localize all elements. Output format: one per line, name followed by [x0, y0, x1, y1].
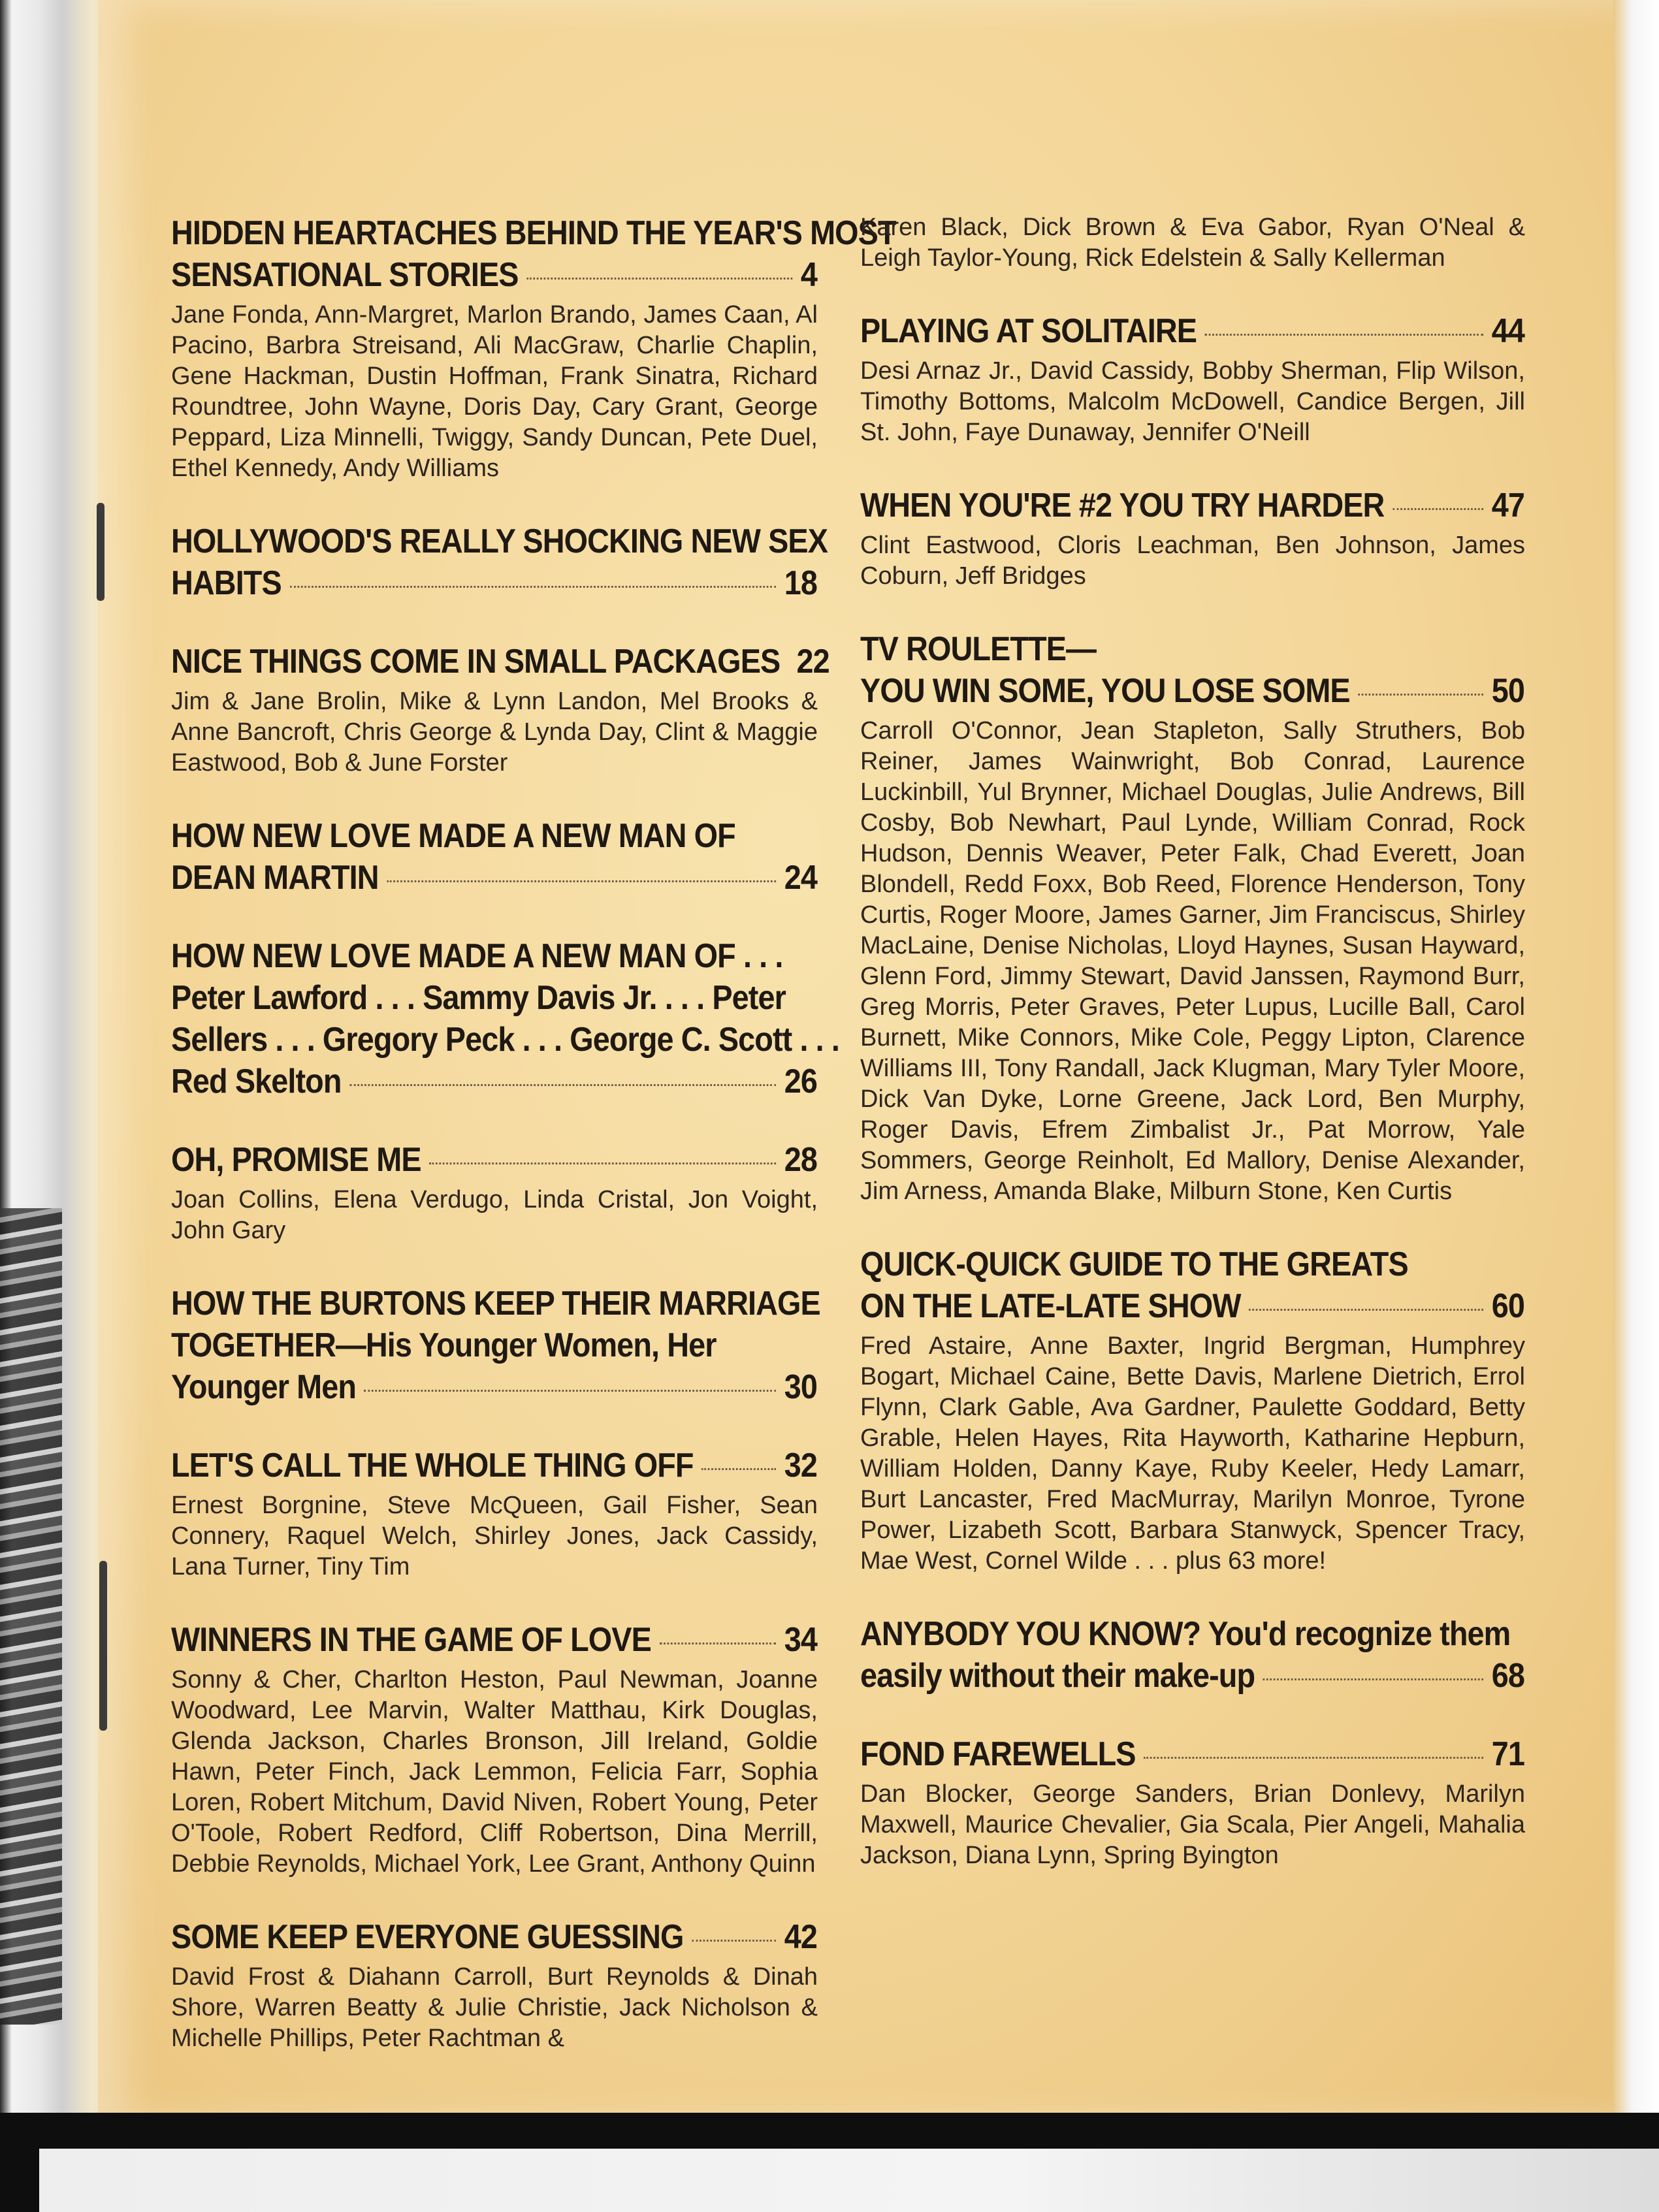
contents-entry: [171, 1916, 818, 2054]
star-names: Dan Blocker, George Sanders, Brian Donlevy, Marilyn Maxwell, Maurice Chevalier, Gia Scala, Pier Angeli, Mahalia Jackson, Diana Lynn, Spring Byington: [860, 1780, 1525, 1869]
entry-heading: [171, 1619, 817, 1661]
star-names: David Frost & Diahann Carroll, Burt Reynolds & Dinah Shore, Warren Beatty & Julie Christie, Jack Nicholson & Michelle Phillips, Peter Rachtman &: [171, 1963, 818, 2052]
heading-line: [860, 1733, 1524, 1775]
page-number: 32: [784, 1447, 818, 1484]
contents-entry: [171, 521, 828, 604]
staple-top: [97, 503, 105, 601]
star-names: Clint Eastwood, Cloris Leachman, Ben Johnson, James Coburn, Jeff Bridges: [860, 532, 1525, 590]
dot-leader: [1144, 1757, 1483, 1759]
dot-leader: [1358, 694, 1483, 696]
contents-entry: [860, 1733, 1525, 1871]
page-number: 60: [1491, 1287, 1524, 1325]
dot-leader: [429, 1162, 776, 1164]
heading-line: [171, 1445, 817, 1486]
dot-leader: [701, 1468, 776, 1470]
page-number: 42: [784, 1918, 818, 1956]
contents-entry: [860, 628, 1525, 1207]
dot-leader: [349, 1084, 776, 1086]
star-names: Sonny & Cher, Charlton Heston, Paul Newman, Joanne Woodward, Lee Marvin, Walter Matthau, Kirk Douglas, Glenda Jackson, Charles Bronson, Jill Ireland, Goldie Hawn, Peter Finch, Jack Lemmon, Felicia Farr, Sophia Loren, Robert Mitchum, David Niven, Robert Young, Peter O'Toole, Robert Redford, Cliff Robertson, Dina Merrill, Debbie Reynolds, Michael York, Lee Grant, Anthony Quinn: [171, 1666, 818, 1878]
heading-text: WINNERS IN THE GAME OF LOVE: [171, 1621, 651, 1659]
heading-text: FOND FAREWELLS: [860, 1735, 1136, 1773]
heading-text: easily without their make-up: [860, 1657, 1255, 1695]
contents-entry: [171, 641, 830, 778]
entry-heading: [171, 1139, 817, 1181]
heading-line: [171, 1139, 817, 1181]
star-names: Joan Collins, Elena Verdugo, Linda Cristal, Jon Voight, John Gary: [171, 1186, 818, 1244]
dot-leader: [387, 880, 776, 882]
heading-text: TOGETHER—His Younger Women, Her: [171, 1326, 717, 1364]
heading-line: [860, 628, 1524, 670]
page-number: 4: [800, 256, 818, 294]
heading-line: [171, 521, 828, 562]
page-number: 26: [784, 1063, 818, 1100]
heading-line: [171, 815, 817, 857]
entry-heading: [860, 1243, 1524, 1327]
star-names: Karen Black, Dick Brown & Eva Gabor, Ryan O'Neal & Leigh Taylor-Young, Rick Edelstein & Sally Kellerman: [860, 214, 1525, 272]
contents-entry: [860, 310, 1525, 448]
heading-line: [860, 1613, 1524, 1655]
dot-leader: [692, 1940, 776, 1942]
contents-entry: [171, 935, 839, 1102]
star-names: Carroll O'Connor, Jean Stapleton, Sally Struthers, Bob Reiner, James Wainwright, Bob Conrad, Laurence Luckinbill, Yul Brynner, Michael Douglas, Julie Andrews, Bill Cosby, Bob Newhart, Paul Lynde, William Conrad, Rock Hudson, Dennis Weaver, Peter Falk, Chad Everett, Joan Blondell, Redd Foxx, Bob Reed, Florence Henderson, Tony Curtis, Roger Moore, James Garner, Jim Franciscus, Shirley MacLaine, Denise Nicholas, Lloyd Haynes, Susan Hayward, Glenn Ford, Jimmy Stewart, David Janssen, Raymond Burr, Greg Morris, Peter Graves, Peter Lupus, Lucille Ball, Carol Burnett, Mike Connors, Mike Cole, Peggy Lipton, Clarence Williams III, Tony Randall, Jack Klugman, Mary Tyler Moore, Dick Van Dyke, Lorne Greene, Jack Lord, Ben Murphy, Roger Davis, Efrem Zimbalist Jr., Pat Morrow, Yale Sommers, George Reinholt, Ed Mallory, Denise Alexander, Jim Arness, Amanda Blake, Milburn Stone, Ken Curtis: [860, 717, 1525, 1205]
right-page-edge: [1613, 0, 1659, 2212]
dot-leader: [289, 586, 776, 588]
contents-entry: [860, 485, 1525, 592]
heading-text: PLAYING AT SOLITAIRE: [860, 312, 1197, 350]
dot-leader: [1393, 508, 1483, 510]
entry-heading: [171, 212, 896, 296]
heading-line: [171, 212, 896, 254]
star-names: Jane Fonda, Ann-Margret, Marlon Brando, James Caan, Al Pacino, Barbra Streisand, Ali MacGraw, Charlie Chaplin, Gene Hackman, Dustin Hoffman, Frank Sinatra, Richard Roundtree, John Wayne, Doris Day, Cary Grant, George Peppard, Liza Minnelli, Twiggy, Sandy Duncan, Pete Duel, Ethel Kennedy, Andy Williams: [171, 301, 818, 482]
star-names: Fred Astaire, Anne Baxter, Ingrid Bergman, Humphrey Bogart, Michael Caine, Bette Davis, Marlene Dietrich, Errol Flynn, Clark Gable, Ava Gardner, Paulette Goddard, Betty Grable, Helen Hayes, Rita Hayworth, Katharine Hepburn, William Holden, Danny Kaye, Ruby Keeler, Hedy Lamarr, Burt Lancaster, Fred MacMurray, Marilyn Monroe, Tyrone Power, Lizabeth Scott, Barbara Stanwyck, Spencer Tracy, Mae West, Cornel Wilde . . . plus 63 more!: [860, 1332, 1525, 1575]
entry-heading: [860, 310, 1524, 352]
contents-right-column: [860, 212, 1525, 1908]
heading-line: [860, 1243, 1524, 1285]
page-number: 22: [796, 643, 830, 681]
entry-heading: [860, 1733, 1524, 1775]
heading-line: [171, 641, 830, 682]
contents-entry: [171, 1445, 818, 1582]
heading-line: [171, 1283, 820, 1324]
page-number: 71: [1491, 1735, 1524, 1773]
contents-entry: [171, 815, 818, 899]
entry-heading: [860, 1613, 1524, 1697]
page-number: 50: [1491, 672, 1524, 710]
contents-entry: [171, 212, 896, 484]
dot-leader: [660, 1643, 777, 1644]
contents-entry: [860, 1613, 1525, 1697]
heading-line: [171, 562, 817, 604]
heading-text: Peter Lawford . . . Sammy Davis Jr. . . . Peter: [171, 979, 786, 1017]
entry-heading: [860, 628, 1524, 712]
heading-text: NICE THINGS COME IN SMALL PACKAGES: [171, 643, 781, 681]
entry-heading: [860, 485, 1524, 526]
bottom-background: [39, 2149, 1659, 2212]
heading-text: DEAN MARTIN: [171, 859, 379, 897]
heading-line: [860, 1285, 1524, 1327]
heading-line: [171, 935, 817, 977]
heading-line: [860, 1655, 1524, 1697]
dot-leader: [364, 1390, 777, 1392]
heading-text: YOU WIN SOME, YOU LOSE SOME: [860, 672, 1350, 710]
entry-heading: [171, 521, 828, 604]
entry-heading: [171, 1445, 817, 1486]
contents-entry: [860, 212, 1525, 274]
staple-bottom: [99, 1561, 107, 1731]
heading-line: [171, 254, 817, 296]
star-names: Jim & Jane Brolin, Mike & Lynn Landon, Mel Brooks & Anne Bancroft, Chris George & Lynda Day, Clint & Maggie Eastwood, Bob & June Forster: [171, 688, 818, 777]
heading-text: TV ROULETTE—: [860, 630, 1096, 668]
page-number: 34: [784, 1621, 818, 1659]
star-names: Ernest Borgnine, Steve McQueen, Gail Fisher, Sean Connery, Raquel Welch, Shirley Jones, Jack Cassidy, Lana Turner, Tiny Tim: [171, 1492, 818, 1580]
heading-text: ANYBODY YOU KNOW? You'd recognize them: [860, 1615, 1511, 1653]
dot-leader: [1205, 334, 1483, 336]
page-number: 28: [784, 1141, 818, 1179]
page-number: 30: [784, 1368, 818, 1406]
heading-text: HOW NEW LOVE MADE A NEW MAN OF: [171, 817, 735, 855]
dot-leader: [1249, 1309, 1483, 1311]
page-number: 24: [784, 859, 818, 897]
heading-text: HIDDEN HEARTACHES BEHIND THE YEAR'S MOST: [171, 214, 896, 252]
heading-text: OH, PROMISE ME: [171, 1141, 421, 1179]
heading-text: ON THE LATE-LATE SHOW: [860, 1287, 1241, 1325]
contents-entry: [171, 1139, 818, 1246]
heading-text: SOME KEEP EVERYONE GUESSING: [171, 1918, 684, 1956]
page-number: 47: [1491, 487, 1524, 524]
heading-text: HOLLYWOOD'S REALLY SHOCKING NEW SEX: [171, 522, 828, 560]
heading-line: [171, 1061, 817, 1102]
heading-text: SENSATIONAL STORIES: [171, 256, 519, 294]
adjacent-page-photo: [0, 1208, 62, 2025]
entry-heading: [171, 641, 830, 682]
contents-left-column: [171, 212, 896, 2091]
entry-heading: [171, 1283, 820, 1408]
entry-heading: [171, 935, 839, 1102]
heading-text: QUICK-QUICK GUIDE TO THE GREATS: [860, 1245, 1408, 1283]
contents-entry: [860, 1243, 1525, 1577]
entry-heading: [171, 815, 817, 899]
heading-text: HABITS: [171, 564, 282, 602]
heading-line: [171, 977, 817, 1019]
heading-line: [171, 1916, 817, 1958]
page-number: 44: [1491, 312, 1524, 350]
star-names: Desi Arnaz Jr., David Cassidy, Bobby Sherman, Flip Wilson, Timothy Bottoms, Malcolm McDowell, Candice Bergen, Jill St. John, Faye Dunaway, Jennifer O'Neill: [860, 357, 1525, 446]
dot-leader: [1263, 1678, 1483, 1680]
heading-text: HOW THE BURTONS KEEP THEIR MARRIAGE: [171, 1285, 820, 1322]
heading-line: [171, 1619, 817, 1661]
page-number: 68: [1491, 1657, 1524, 1695]
dot-leader: [526, 278, 792, 280]
heading-line: [171, 1324, 817, 1366]
contents-entry: [171, 1619, 818, 1880]
contents-entry: [171, 1283, 818, 1408]
heading-line: [860, 485, 1524, 526]
heading-line: [171, 1019, 839, 1061]
heading-text: HOW NEW LOVE MADE A NEW MAN OF . . .: [171, 937, 783, 975]
page-number: 18: [784, 564, 818, 602]
heading-line: [860, 310, 1524, 352]
heading-text: LET'S CALL THE WHOLE THING OFF: [171, 1447, 694, 1484]
heading-line: [171, 857, 817, 899]
entry-heading: [171, 1916, 817, 1958]
heading-text: WHEN YOU'RE #2 YOU TRY HARDER: [860, 487, 1385, 524]
heading-text: Sellers . . . Gregory Peck . . . George C. Scott . . .: [171, 1021, 839, 1059]
heading-line: [860, 670, 1524, 712]
heading-text: Red Skelton: [171, 1063, 342, 1100]
heading-line: [171, 1366, 817, 1408]
heading-text: Younger Men: [171, 1368, 357, 1406]
